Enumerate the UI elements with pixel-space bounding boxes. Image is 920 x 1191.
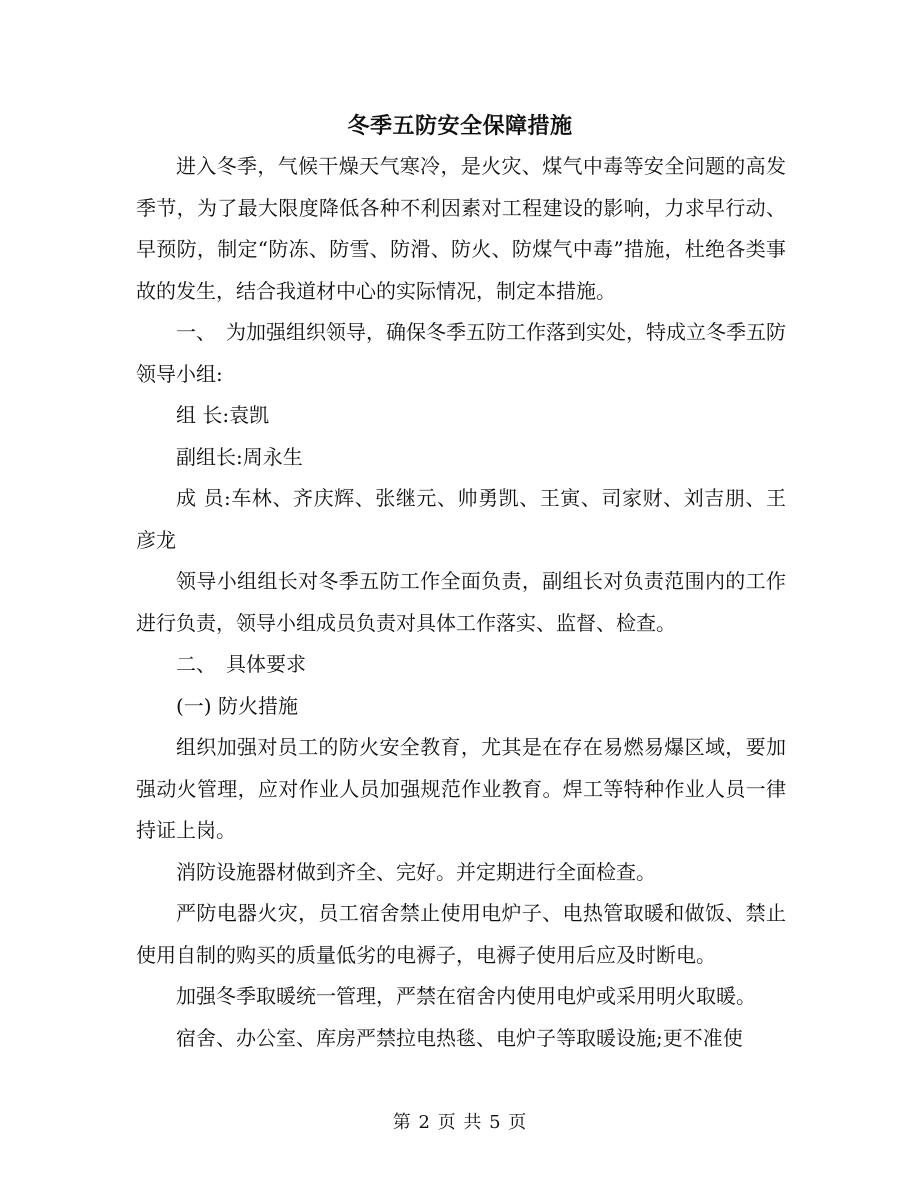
document-body [136, 146, 786, 1059]
paragraph-fire-heading: (一) 防火措施 [176, 693, 298, 718]
paragraph-section-one: 一、 为加强组织领导，确保冬季五防工作落到实处，特成立冬季五防领导小组: [136, 320, 786, 386]
paragraph-heating-prohibition: 宿舍、办公室、库房严禁拉电热毯、电炉子等取暖设施;更不准使 [176, 1025, 743, 1050]
paragraph-fire-equipment: 消防设施器材做到齐全、完好。并定期进行全面检查。 [176, 859, 656, 884]
paragraph-section-two: 二、 具体要求 [176, 652, 306, 676]
document-title: 冬季五防安全保障措施 [347, 113, 573, 139]
paragraph-electrical-fire: 严防电器火灾，员工宿舍禁止使用电炉子、电热管取暖和做饭、禁止使用自制的购买的质量低劣的电褥子，电褥子使用后应及时断电。 [136, 901, 786, 967]
paragraph-deputy-leader: 副组长:周永生 [176, 444, 303, 469]
page-footer: 第 2 页 共 5 页 [392, 1112, 528, 1133]
paragraph-heating-management: 加强冬季取暖统一管理，严禁在宿舍内使用电炉或采用明火取暖。 [176, 984, 756, 1008]
paragraph-leader: 组 长:袁凯 [176, 403, 270, 427]
paragraph-fire-education: 组织加强对员工的防火安全教育，尤其是在存在易燃易爆区域，要加强动火管理，应对作业人员加强规范作业教育。焊工等特种作业人员一律持证上岗。 [136, 735, 786, 842]
paragraph-intro: 进入冬季，气候干燥天气寒冷，是火灾、煤气中毒等安全问题的高发季节，为了最大限度降低各种不利因素对工程建设的影响，力求早行动、早预防，制定“防冻、防雪、防滑、防火、防煤气中毒”措施，杜绝各类事故的发生，结合我道材中心的实际情况，制定本措施。 [136, 154, 786, 303]
paragraph-members: 成 员:车林、齐庆辉、张继元、帅勇凯、王寅、司家财、刘吉朋、王彦龙 [136, 486, 786, 552]
paragraph-responsibilities: 领导小组组长对冬季五防工作全面负责，副组长对负责范围内的工作进行负责，领导小组成员负责对具体工作落实、监督、检查。 [136, 569, 786, 635]
